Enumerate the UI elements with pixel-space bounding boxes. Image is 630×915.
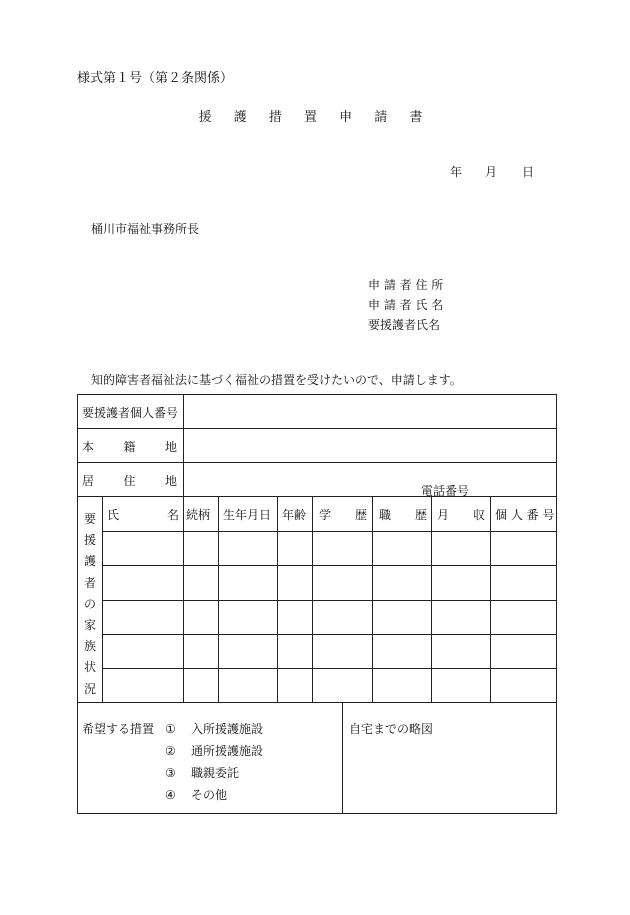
- beneficiary-personal-number-label: 要援護者個人番号: [82, 406, 179, 420]
- domicile-label-char: 籍: [123, 440, 136, 454]
- measure-number: ③: [165, 766, 176, 780]
- vertical-label-char: 者: [83, 575, 96, 590]
- form-number: 様式第１号（第２条関係）: [77, 71, 234, 86]
- residence-field[interactable]: [184, 463, 556, 495]
- document-title: 援 護 措 置 申 請 書: [198, 110, 432, 125]
- row-line: [102, 531, 557, 532]
- family-status-vertical-label: [81, 509, 99, 700]
- residence-label-char: 住: [123, 474, 136, 488]
- column-line: [490, 496, 491, 702]
- row-line: [102, 600, 557, 601]
- domicile-label-char: 本: [82, 440, 95, 454]
- header-occupation-char: 歴: [414, 508, 427, 522]
- date-line: [450, 163, 534, 180]
- date-month: 月: [485, 165, 498, 179]
- row-line: [77, 496, 557, 497]
- vertical-label-char: 状: [83, 660, 96, 675]
- header-occupation: [379, 506, 427, 523]
- date-year: 年: [450, 165, 463, 179]
- vertical-label-char: 家: [83, 617, 96, 632]
- beneficiary-name-label: 要援護者氏名: [368, 318, 441, 332]
- column-line: [277, 496, 278, 702]
- desired-measure-option[interactable]: [165, 720, 263, 737]
- measure-text: 通所援護施設: [191, 744, 264, 758]
- header-personal-number: 個 人 番 号: [495, 508, 555, 522]
- vertical-label-char: 要: [83, 512, 96, 526]
- applicant-name-label: 申 請 者 氏 名: [368, 298, 444, 312]
- header-education-char: 学: [319, 508, 332, 522]
- vertical-label-char: 況: [83, 681, 96, 696]
- domicile-field[interactable]: [184, 429, 556, 461]
- beneficiary-personal-number-field[interactable]: [184, 395, 556, 427]
- vertical-label-char: 族: [83, 639, 96, 654]
- column-line: [372, 496, 373, 702]
- header-occupation-char: 職: [379, 508, 392, 522]
- vertical-label-char: 護: [83, 554, 96, 569]
- column-line: [431, 496, 432, 702]
- domicile-label-char: 地: [164, 440, 177, 454]
- row-line: [102, 668, 557, 669]
- application-statement: 知的障害者福祉法に基づく福祉の措置を受けたいので、申請します。: [91, 373, 462, 387]
- measure-text: 職親委託: [191, 766, 240, 780]
- vertical-label-char: 援: [83, 533, 96, 548]
- addressee: 桶川市福祉事務所長: [91, 222, 200, 236]
- header-birthdate: 生年月日: [223, 508, 272, 522]
- vertical-label-char: の: [83, 596, 96, 611]
- desired-measure-option[interactable]: [165, 764, 239, 781]
- applicant-address-label: 申 請 者 住 所: [368, 278, 444, 292]
- header-income: [437, 506, 485, 523]
- phone-number-label: 電話番号: [421, 484, 470, 498]
- measure-text: 入所援護施設: [191, 722, 264, 736]
- desired-measure-option[interactable]: [165, 786, 227, 803]
- measure-number: ④: [165, 788, 176, 802]
- domicile-label: [82, 438, 177, 455]
- column-line: [312, 496, 313, 702]
- row-line: [102, 565, 557, 566]
- residence-label-char: 地: [164, 474, 177, 488]
- header-income-char: 月: [437, 508, 450, 522]
- column-line: [218, 496, 219, 702]
- residence-label-char: 居: [82, 474, 95, 488]
- row-line: [102, 634, 557, 635]
- date-day: 日: [522, 165, 535, 179]
- home-map-area[interactable]: [343, 703, 556, 813]
- measure-text: その他: [191, 788, 228, 802]
- column-line: [183, 496, 184, 702]
- measure-number: ②: [165, 744, 176, 758]
- header-relation: 続柄: [186, 508, 211, 522]
- desired-measure-option[interactable]: [165, 742, 263, 759]
- header-education: [319, 506, 367, 523]
- header-name-char: 名: [166, 508, 179, 522]
- header-education-char: 歴: [354, 508, 367, 522]
- header-name: [107, 506, 179, 523]
- residence-label: [82, 472, 177, 489]
- column-line: [102, 496, 103, 702]
- desired-measure-label: 希望する措置: [82, 722, 155, 736]
- header-income-char: 収: [472, 508, 485, 522]
- application-form-table: [77, 394, 557, 814]
- header-name-char: 氏: [107, 508, 120, 522]
- header-age: 年齢: [282, 508, 307, 522]
- home-map-label: 自宅までの略図: [349, 722, 434, 736]
- measure-number: ①: [165, 722, 176, 736]
